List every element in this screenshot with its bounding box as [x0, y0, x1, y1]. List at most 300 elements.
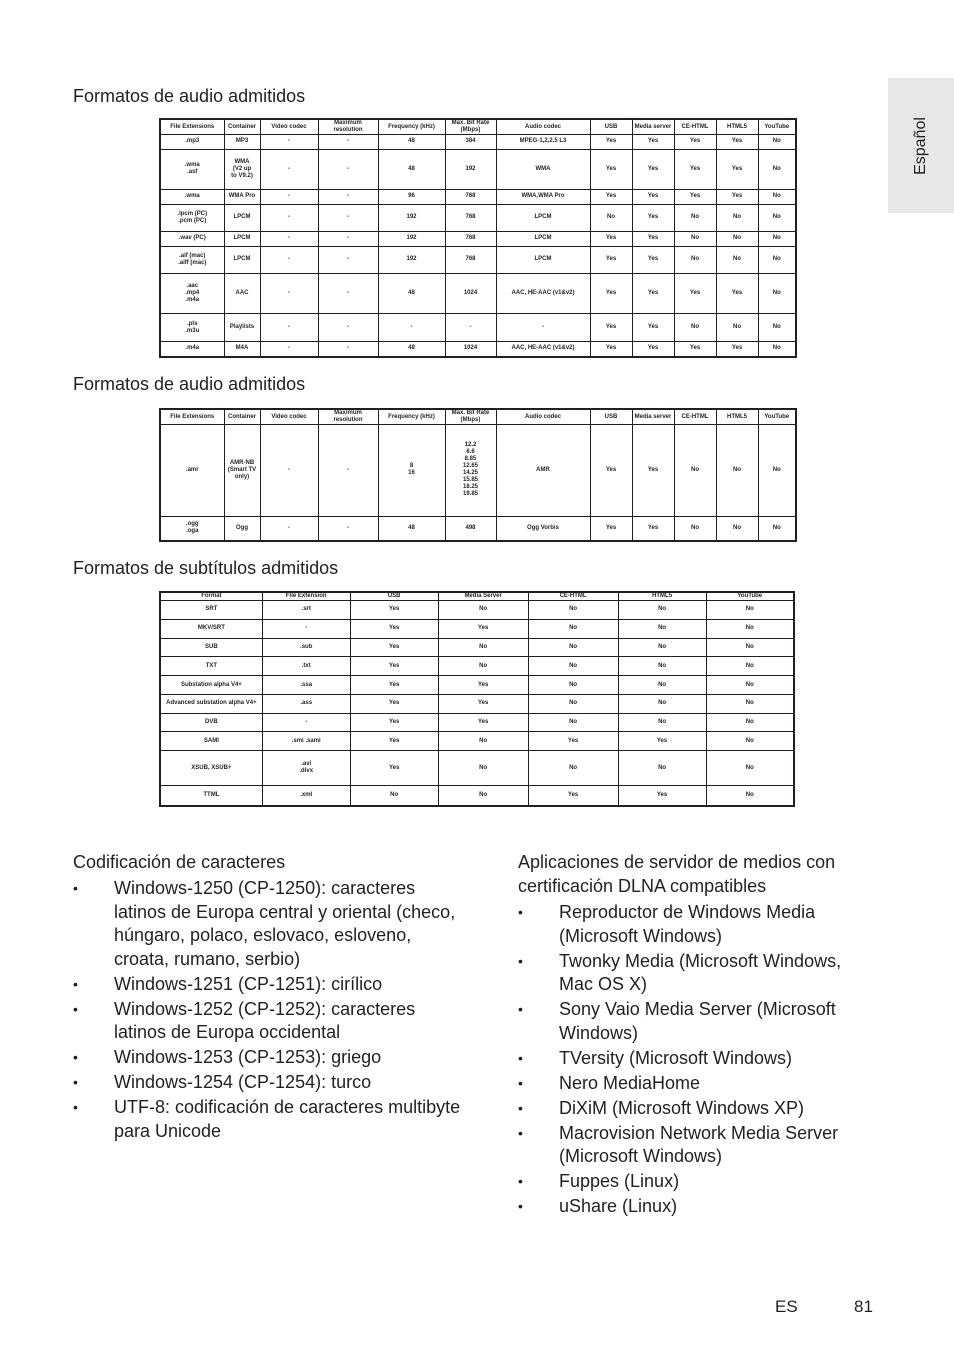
table-cell: MPEG-1,2,2.5 L3 — [496, 135, 590, 150]
table-cell: .smi .sami — [262, 732, 350, 751]
table-row — [160, 314, 796, 341]
table-cell: Yes — [590, 425, 632, 517]
column-header: USB — [590, 119, 632, 135]
character-encoding-section — [73, 850, 463, 1145]
table-cell: No — [618, 657, 706, 676]
table-cell: AAC — [224, 274, 260, 314]
table-cell: No — [758, 149, 796, 189]
table-cell: Yes — [590, 341, 632, 357]
table-cell: 192 — [378, 232, 445, 247]
table-cell: - — [318, 341, 378, 357]
table-header-row — [160, 592, 794, 601]
table-cell: No — [758, 204, 796, 231]
table-cell: .wma .asf — [160, 149, 224, 189]
table-cell: - — [318, 204, 378, 231]
list-item-text: TVersity (Microsoft Windows) — [559, 1047, 793, 1068]
table-cell: Yes — [590, 246, 632, 273]
table-cell: No — [528, 601, 618, 620]
table-cell: No — [618, 619, 706, 638]
table-cell: No — [758, 314, 796, 341]
list-item-text: Sony Vaio Media Server (Microsoft Windows) — [559, 999, 836, 1043]
table-cell: No — [618, 638, 706, 657]
table-cell: Yes — [438, 713, 528, 732]
table-cell: No — [758, 189, 796, 204]
table-cell: 768 — [445, 189, 496, 204]
table-cell: No — [706, 619, 794, 638]
table-cell: - — [318, 246, 378, 273]
list-item — [518, 1195, 868, 1219]
table-cell: Yes — [590, 189, 632, 204]
table-cell: - — [260, 274, 318, 314]
list-item-text: Windows-1254 (CP-1254): turco — [114, 1072, 372, 1092]
column-header: HTML5 — [716, 119, 758, 135]
bullet-icon: • — [518, 1124, 523, 1141]
table-cell: - — [260, 341, 318, 357]
bullet-icon: • — [518, 904, 523, 920]
table-cell: 48 — [378, 135, 445, 150]
table-cell: Yes — [632, 274, 674, 314]
section-title-audio-formats-2: Formatos de audio admitidos — [73, 374, 306, 394]
table-cell: No — [706, 657, 794, 676]
list-item-text: Reproductor de Windows Media (Microsoft Windows) — [559, 902, 816, 946]
table-row — [160, 516, 796, 541]
dlna-servers-heading: Aplicaciones de servidor de medios con certificación DLNA compatibles — [518, 852, 836, 896]
table-cell: LPCM — [224, 246, 260, 273]
table-cell: Yes — [632, 189, 674, 204]
table-cell: No — [674, 232, 716, 247]
table-cell: - — [260, 204, 318, 231]
table-cell: .ssa — [262, 676, 350, 695]
table-cell: No — [674, 204, 716, 231]
table-cell: - — [318, 314, 378, 341]
table-cell: WMA (V2 up to V9.2) — [224, 149, 260, 189]
bullet-icon: • — [518, 1099, 523, 1116]
table-cell: No — [618, 676, 706, 695]
table-cell: - — [260, 516, 318, 541]
table-cell: Yes — [674, 149, 716, 189]
table-cell: .avi .divx — [262, 751, 350, 786]
table-row — [160, 341, 796, 357]
table-body — [160, 425, 796, 542]
table-cell: AMR — [496, 425, 590, 517]
table-cell: Yes — [350, 601, 438, 620]
table-cell: No — [438, 751, 528, 786]
column-header: YouTube — [706, 592, 794, 601]
table-cell: .srt — [262, 601, 350, 620]
table-row — [160, 601, 794, 620]
table-cell: .aif (mac) .aiff (mac) — [160, 246, 224, 273]
table-row — [160, 135, 796, 150]
table-cell: No — [706, 751, 794, 786]
table-cell: Yes — [438, 694, 528, 713]
table-cell: Yes — [716, 189, 758, 204]
table-cell: No — [618, 751, 706, 786]
table-cell: 1024 — [445, 341, 496, 357]
table-row — [160, 638, 794, 657]
table-header-row — [160, 119, 796, 135]
character-encoding-heading: Codificación de caracteres — [73, 852, 286, 872]
table-cell: - — [260, 135, 318, 150]
table-cell: Yes — [438, 619, 528, 638]
table-cell: No — [438, 732, 528, 751]
column-header: Container — [224, 119, 260, 135]
table-row — [160, 204, 796, 231]
table-cell: No — [674, 516, 716, 541]
table-cell: Substation alpha V4+ — [160, 676, 262, 695]
table-cell: 12.2 6.6 8.85 12.65 14.25 15.85 18.25 19.85 — [445, 425, 496, 517]
table-cell: AAC, HE-AAC (v1&v2) — [496, 341, 590, 357]
table-cell: Yes — [716, 341, 758, 357]
table-cell: Yes — [350, 732, 438, 751]
table-row — [160, 232, 796, 247]
table-cell: No — [706, 732, 794, 751]
table-cell: No — [758, 341, 796, 357]
table-cell: Yes — [528, 786, 618, 806]
table-cell: 192 — [445, 149, 496, 189]
table-row — [160, 189, 796, 204]
bullet-icon: • — [73, 880, 78, 896]
column-header: YouTube — [758, 409, 796, 425]
table-cell: 8 16 — [378, 425, 445, 517]
list-item-text: Macrovision Network Media Server (Microsoft Windows) — [559, 1122, 839, 1166]
column-header: USB — [350, 592, 438, 601]
list-item — [518, 901, 868, 948]
bullet-icon: • — [518, 1173, 523, 1189]
table-header-row — [160, 409, 796, 425]
table-cell: - — [262, 619, 350, 638]
bullet-icon: • — [518, 1074, 523, 1091]
table-cell: - — [260, 425, 318, 517]
table-cell: .pls .m3u — [160, 314, 224, 341]
list-item-text: DiXiM (Microsoft Windows XP) — [559, 1097, 805, 1118]
table-cell: No — [758, 425, 796, 517]
table-cell: 768 — [445, 204, 496, 231]
table-cell: Yes — [528, 732, 618, 751]
list-item — [73, 998, 463, 1045]
bullet-icon: • — [73, 1099, 78, 1115]
table-cell: SRT — [160, 601, 262, 620]
table-cell: No — [528, 638, 618, 657]
table-cell: - — [378, 314, 445, 341]
footer-language-code: ES — [775, 1297, 798, 1316]
table-row — [160, 732, 794, 751]
table-cell: .wav (PC) — [160, 232, 224, 247]
table-cell: No — [528, 713, 618, 732]
list-item — [73, 973, 463, 997]
table-cell: Yes — [632, 149, 674, 189]
table-cell: Playlists — [224, 314, 260, 341]
table-cell: 48 — [378, 341, 445, 357]
list-item — [73, 1071, 463, 1095]
column-header: HTML5 — [618, 592, 706, 601]
table-cell: Yes — [716, 135, 758, 150]
table-body — [160, 135, 796, 358]
table-row — [160, 786, 794, 806]
table-cell: No — [438, 638, 528, 657]
table-cell: No — [758, 516, 796, 541]
table-cell: - — [318, 425, 378, 517]
list-item-text: Windows-1253 (CP-1253): griego — [114, 1047, 382, 1067]
table-cell: .mp3 — [160, 135, 224, 150]
column-header: Video codec — [260, 409, 318, 425]
table-cell: LPCM — [224, 204, 260, 231]
column-header: HTML5 — [716, 409, 758, 425]
table-cell: Yes — [632, 135, 674, 150]
column-header: CE-HTML — [528, 592, 618, 601]
table-cell: Yes — [632, 314, 674, 341]
subtitle-formats-table — [159, 591, 795, 807]
table-cell: - — [318, 189, 378, 204]
column-header: Format — [160, 592, 262, 601]
column-header: File Extension — [262, 592, 350, 601]
table-cell: - — [445, 314, 496, 341]
table-cell: - — [260, 314, 318, 341]
table-cell: AMR-NB (Smart TV only) — [224, 425, 260, 517]
table-cell: 384 — [445, 135, 496, 150]
table-cell: - — [262, 713, 350, 732]
table-cell: - — [318, 135, 378, 150]
table-cell: Yes — [350, 713, 438, 732]
table-cell: No — [706, 676, 794, 695]
list-item — [73, 877, 463, 971]
dlna-servers-list — [518, 901, 868, 1219]
table-cell: Yes — [632, 246, 674, 273]
list-item — [518, 1047, 868, 1071]
list-item-text: Nero MediaHome — [559, 1072, 701, 1093]
table-cell: Yes — [350, 638, 438, 657]
table-cell: No — [758, 135, 796, 150]
table-cell: No — [528, 751, 618, 786]
column-header: File Extensions — [160, 409, 224, 425]
table-cell: 192 — [378, 204, 445, 231]
table-cell: No — [758, 232, 796, 247]
table-cell: No — [706, 694, 794, 713]
table-cell: No — [706, 638, 794, 657]
table-cell: Yes — [674, 135, 716, 150]
table-cell: Yes — [590, 149, 632, 189]
column-header: Maximum resolution — [318, 409, 378, 425]
list-item — [518, 1097, 868, 1121]
table-cell: Yes — [632, 516, 674, 541]
table-cell: Yes — [716, 149, 758, 189]
table-cell: No — [438, 786, 528, 806]
table-cell: LPCM — [224, 232, 260, 247]
table-cell: - — [260, 232, 318, 247]
table-cell: Yes — [618, 732, 706, 751]
bullet-icon: • — [518, 952, 523, 969]
column-header: YouTube — [758, 119, 796, 135]
table-cell: .ass — [262, 694, 350, 713]
table-cell: Yes — [590, 232, 632, 247]
table-cell: WMA Pro — [224, 189, 260, 204]
table-cell: Ogg Vorbis — [496, 516, 590, 541]
table-body — [160, 601, 794, 807]
table-cell: Yes — [590, 314, 632, 341]
bullet-icon: • — [518, 1049, 523, 1066]
table-cell: No — [674, 425, 716, 517]
list-item-text: Windows-1252 (CP-1252): caracteres latinos de Europa occidental — [114, 998, 416, 1042]
table-cell: No — [716, 246, 758, 273]
dlna-servers-section — [518, 850, 868, 1220]
table-row — [160, 657, 794, 676]
table-cell: No — [528, 619, 618, 638]
table-cell: Ogg — [224, 516, 260, 541]
bullet-icon: • — [518, 1198, 523, 1214]
table-cell: .xml — [262, 786, 350, 806]
table-cell: No — [618, 601, 706, 620]
table-cell: XSUB, XSUB+ — [160, 751, 262, 786]
table-cell: .aac .mp4 .m4a — [160, 274, 224, 314]
table-cell: 768 — [445, 246, 496, 273]
column-header: Audio codec — [496, 409, 590, 425]
table-cell: Yes — [590, 135, 632, 150]
table-cell: No — [758, 274, 796, 314]
table-row — [160, 149, 796, 189]
table-cell: .amr — [160, 425, 224, 517]
table-cell: MP3 — [224, 135, 260, 150]
language-side-tab-label: Español — [912, 116, 929, 175]
table-cell: - — [318, 149, 378, 189]
table-cell: 1024 — [445, 274, 496, 314]
bullet-icon: • — [73, 1049, 78, 1065]
table-cell: Yes — [350, 676, 438, 695]
table-cell: No — [674, 246, 716, 273]
table-cell: Yes — [632, 425, 674, 517]
list-item — [518, 1122, 868, 1169]
list-item — [73, 1096, 463, 1143]
table-cell: No — [618, 694, 706, 713]
column-header: Max. Bit Rate (Mbps) — [445, 119, 496, 135]
list-item — [518, 998, 868, 1045]
table-cell: AAC, HE-AAC (v1&v2) — [496, 274, 590, 314]
page-number: 81 — [854, 1297, 873, 1316]
table-cell: SAMI — [160, 732, 262, 751]
table-cell: 498 — [445, 516, 496, 541]
table-row — [160, 274, 796, 314]
list-item-text: Twonky Media (Microsoft Windows, Mac OS X) — [559, 950, 842, 994]
column-header: Max. Bit Rate (Mbps) — [445, 409, 496, 425]
table-cell: .txt — [262, 657, 350, 676]
table-cell: No — [618, 713, 706, 732]
table-cell: 192 — [378, 246, 445, 273]
table-cell: No — [716, 425, 758, 517]
table-cell: - — [260, 246, 318, 273]
table-cell: Yes — [632, 204, 674, 231]
table-cell: Yes — [590, 274, 632, 314]
language-side-tab — [888, 78, 954, 213]
list-item-text: Windows-1251 (CP-1251): cirílico — [114, 973, 383, 994]
table-cell: No — [674, 314, 716, 341]
column-header: Container — [224, 409, 260, 425]
table-cell: No — [350, 786, 438, 806]
table-cell: No — [438, 657, 528, 676]
section-title-subtitle-formats: Formatos de subtítulos admitidos — [73, 558, 339, 578]
table-cell: .lpcm (PC) .pcm (PC) — [160, 204, 224, 231]
table-cell: SUB — [160, 638, 262, 657]
table-cell: 48 — [378, 149, 445, 189]
table-cell: .sub — [262, 638, 350, 657]
list-item-text: uShare (Linux) — [559, 1196, 678, 1216]
table-cell: - — [318, 516, 378, 541]
bullet-icon: • — [73, 1074, 78, 1090]
column-header: CE-HTML — [674, 119, 716, 135]
table-cell: 768 — [445, 232, 496, 247]
table-cell: 48 — [378, 274, 445, 314]
audio-formats-table-2 — [159, 408, 797, 542]
table-cell: Yes — [350, 694, 438, 713]
column-header: Media server — [632, 409, 674, 425]
table-cell: TXT — [160, 657, 262, 676]
table-cell: MKV/SRT — [160, 619, 262, 638]
table-cell: Yes — [674, 274, 716, 314]
table-cell: WMA — [496, 149, 590, 189]
table-cell: - — [496, 314, 590, 341]
table-row — [160, 246, 796, 273]
table-cell: No — [528, 676, 618, 695]
table-cell: No — [528, 694, 618, 713]
list-item — [518, 1072, 868, 1096]
table-cell: LPCM — [496, 246, 590, 273]
audio-formats-table-1 — [159, 118, 797, 358]
column-header: Media server — [632, 119, 674, 135]
bullet-icon: • — [518, 1001, 523, 1017]
table-cell: TTML — [160, 786, 262, 806]
table-cell: - — [260, 189, 318, 204]
column-header: Audio codec — [496, 119, 590, 135]
table-cell: Yes — [438, 676, 528, 695]
table-cell: DVB — [160, 713, 262, 732]
table-cell: No — [528, 657, 618, 676]
list-item-text: Windows-1250 (CP-1250): caracteres latinos de Europa central y oriental (checo, húngaro, polaco, eslovaco, esloveno, croata, rumano, serbio) — [114, 878, 456, 969]
table-cell: .wma — [160, 189, 224, 204]
table-cell: - — [318, 232, 378, 247]
table-cell: WMA,WMA Pro — [496, 189, 590, 204]
table-cell: Yes — [674, 189, 716, 204]
table-cell: .m4a — [160, 341, 224, 357]
column-header: Media Server — [438, 592, 528, 601]
list-item — [73, 1046, 463, 1070]
character-encoding-list — [73, 877, 463, 1143]
column-header: Video codec — [260, 119, 318, 135]
column-header: USB — [590, 409, 632, 425]
table-cell: .ogg .oga — [160, 516, 224, 541]
table-row — [160, 619, 794, 638]
column-header: Frequency (kHz) — [378, 119, 445, 135]
table-cell: Yes — [632, 341, 674, 357]
table-cell: No — [706, 601, 794, 620]
list-item-text: UTF-8: codificación de caracteres multibyte para Unicode — [114, 1097, 461, 1141]
table-cell: 48 — [378, 516, 445, 541]
table-cell: No — [590, 204, 632, 231]
table-cell: No — [716, 314, 758, 341]
table-row — [160, 751, 794, 786]
table-cell: M4A — [224, 341, 260, 357]
column-header: Frequency (kHz) — [378, 409, 445, 425]
table-cell: 96 — [378, 189, 445, 204]
table-cell: Yes — [674, 341, 716, 357]
table-row — [160, 713, 794, 732]
table-cell: Yes — [716, 274, 758, 314]
table-cell: Yes — [632, 232, 674, 247]
column-header: Maximum resolution — [318, 119, 378, 135]
table-cell: No — [438, 601, 528, 620]
table-cell: No — [758, 246, 796, 273]
list-item-text: Fuppes (Linux) — [559, 1171, 680, 1191]
table-cell: No — [706, 713, 794, 732]
table-cell: No — [716, 232, 758, 247]
table-cell: LPCM — [496, 232, 590, 247]
table-cell: No — [716, 204, 758, 231]
